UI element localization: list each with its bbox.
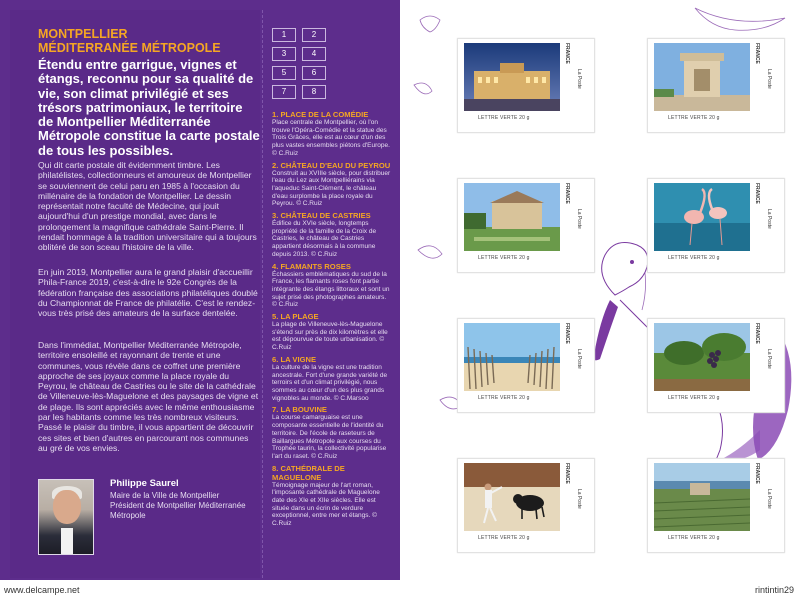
stamp-card-comedie — [457, 38, 595, 133]
stamp-value: LETTRE VERTE 20 g — [478, 535, 530, 541]
stamp-card-bouvine — [457, 458, 595, 553]
stamp-brand: La Poste — [576, 209, 582, 229]
stamp-sheet — [410, 0, 800, 580]
stamp-brand: La Poste — [766, 209, 772, 229]
grid-cell: 3 — [272, 47, 296, 61]
stamp-value: LETTRE VERTE 20 g — [478, 115, 530, 121]
photo-place-de-la-comedie — [464, 43, 560, 111]
stamp-card-vigne — [647, 318, 785, 413]
legend-title: 2. CHÂTEAU D'EAU DU PEYROU — [272, 160, 391, 170]
stamp-card-castries — [457, 178, 595, 273]
stamp-brand: La Poste — [576, 349, 582, 369]
legend-title: 3. CHÂTEAU DE CASTRIES — [272, 211, 371, 221]
stamp-card-flamants — [647, 178, 785, 273]
legend-item — [272, 262, 392, 310]
folder-title-line1: MONTPELLIER — [38, 27, 128, 41]
stamp-card-plage — [457, 318, 595, 413]
stamp-value: LETTRE VERTE 20 g — [478, 255, 530, 261]
photo-chateau-d-eau-du-peyrou — [654, 43, 750, 111]
stamp-value: LETTRE VERTE 20 g — [668, 115, 720, 121]
watermark-site: www.delcampe.net — [4, 585, 80, 595]
legend-desc: Témoignage majeur de l'art roman, l'imposante cathédrale de Maguelone date des XIe et XIIe siècles. Elle est située dans un écrin de verdure exceptionnel, entre mer et étangs. © C.Ruiz — [272, 481, 380, 528]
legend-item — [272, 355, 392, 403]
photo-la-bouvine — [464, 463, 560, 531]
stamp-legend — [272, 110, 392, 531]
grid-cell: 6 — [302, 66, 326, 80]
grid-cell: 1 — [272, 28, 296, 42]
legend-item — [272, 161, 392, 209]
stamp-brand: La Poste — [766, 489, 772, 509]
legend-title: 7. LA BOUVINE — [272, 405, 327, 415]
stamp-country: FRANCE — [564, 463, 570, 484]
photo-la-vigne — [654, 323, 750, 391]
stamp-country: FRANCE — [754, 323, 760, 344]
legend-title: 6. LA VIGNE — [272, 354, 317, 364]
grid-cell: 4 — [302, 47, 326, 61]
portrait-shirt — [61, 528, 73, 555]
stamp-value: LETTRE VERTE 20 g — [478, 395, 530, 401]
folder-paragraph-2: En juin 2019, Montpellier aura le grand plaisir d'accueillir Phila-France 2019, c'est-à-dire le 92e Congrès de la fédération française des associations philatéliques doublé du Championnat de France de philatélie. C'est le rendez-vous très prisé des amateurs de la surface dentelée. — [38, 267, 258, 319]
stamp-country: FRANCE — [564, 323, 570, 344]
signature-role: Maire de la Ville de Montpellier Président de Montpellier Méditerranée Métropole — [110, 491, 246, 520]
stamp-brand: La Poste — [766, 349, 772, 369]
stamp-country: FRANCE — [754, 183, 760, 204]
legend-title: 5. LA PLAGE — [272, 312, 319, 322]
legend-title: 8. CATHÉDRALE DE MAGUELONE — [272, 463, 345, 482]
photo-flamants-roses — [654, 183, 750, 251]
legend-desc: La course camarguaise est une composante essentielle de l'identité du territoire. De l'école de raseteurs de Baillargues Métropole aux courses du Trophée taurin, la collectivité popularise l'art du raset. © C.Ruiz — [272, 414, 387, 460]
legend-desc: La plage de Villeneuve-lès-Maguelone s'étend sur près de dix kilomètres et elle est dépourvue de toute urbanisation. © C.Ruiz — [272, 321, 388, 352]
grid-cell: 2 — [302, 28, 326, 42]
legend-item — [272, 405, 392, 460]
folder-title-line2: MÉDITERRANÉE MÉTROPOLE — [38, 41, 221, 55]
folder-paragraph-1: Qui dit carte postale dit évidemment timbre. Les philatélistes, collectionneurs et amoureux de Montpellier se souviennent de celui paru en 1985 à l'occasion du millénaire de la fondation de Montpellier. Le dessin représentait notre faculté de Médecine, qui jouit aujourd'hui d'un prestige mondial, avec dans le prolongement la magnifique cathédrale Saint-Pierre. Il rendait hommage à la tradition universitaire qui a toujours oblitéré de son sceau l'histoire de la ville. — [38, 160, 257, 253]
grid-cell: 7 — [272, 85, 296, 99]
legend-title: 1. PLACE DE LA COMÉDIE — [272, 110, 369, 119]
stamp-value: LETTRE VERTE 20 g — [668, 395, 720, 401]
grid-cell: 8 — [302, 85, 326, 99]
portrait-photo — [38, 479, 94, 555]
stamp-value: LETTRE VERTE 20 g — [668, 255, 720, 261]
stamp-country: FRANCE — [754, 43, 760, 64]
signature-name: Philippe Saurel — [110, 478, 179, 489]
photo-la-plage — [464, 323, 560, 391]
photo-cathedrale-de-maguelone — [654, 463, 750, 531]
legend-desc: La culture de la vigne est une tradition ancestrale. Fort d'une grande variété de terroirs et d'un climat privilégié, nous sommes au cœur d'un des plus grands vignobles au monde. © C.Marsoo — [272, 363, 388, 402]
stamp-brand: La Poste — [576, 69, 582, 89]
stamp-card-peyrou — [647, 38, 785, 133]
folder-title — [38, 27, 258, 55]
stamp-country: FRANCE — [754, 463, 760, 484]
stamp-country: FRANCE — [564, 43, 570, 64]
legend-desc: Place centrale de Montpellier, où l'on trouve l'Opéra-Comédie et la statue des Trois Grâces, elle est au cœur d'un des plus vastes ensembles piétons d'Europe. © C.Ruiz — [272, 119, 390, 157]
legend-item — [272, 211, 392, 259]
stamp-brand: La Poste — [766, 69, 772, 89]
legend-item — [272, 312, 392, 352]
photo-chateau-de-castries — [464, 183, 560, 251]
legend-title: 4. FLAMANTS ROSES — [272, 261, 351, 271]
watermark-user: rintintin29 — [754, 585, 794, 595]
stamp-brand: La Poste — [576, 489, 582, 509]
grid-cell: 5 — [272, 66, 296, 80]
legend-item — [272, 110, 392, 158]
legend-desc: Construit au XVIIIe siècle, pour distribuer l'eau du Lez aux Montpelliérains via l'aqueduc Saint-Clément, le château d'eau surplombe la place royale du Peyrou. © C.Ruiz — [272, 169, 391, 208]
legend-item — [272, 464, 392, 528]
stamp-country: FRANCE — [564, 183, 570, 204]
legend-desc: Édifice du XVIe siècle, longtemps propriété de la famille de la Croix de Castries, le château de Castries appartient désormais à la commune depuis 2013. © C.Ruiz — [272, 220, 377, 258]
portrait-face — [53, 490, 81, 524]
legend-desc: Échassiers emblématiques du sud de la France, les flamants roses font partie intégrante des étangs littoraux et sont un sujet prisé des photographes amateurs. © C.Ruiz — [272, 270, 390, 309]
stamp-value: LETTRE VERTE 20 g — [668, 535, 720, 541]
stamp-card-maguelone — [647, 458, 785, 553]
folder-lead: Étendu entre garrigue, vignes et étangs, reconnu pour sa qualité de vie, son climat privilégié et ses trésors patrimoniaux, le territoire de Montpellier Méditerranée Métropole constitue la carte postale de tous les possibles. — [38, 57, 260, 158]
folder-paragraph-3: Dans l'immédiat, Montpellier Méditerranée Métropole, territoire ensoleillé et rayonnant de trente et une communes, vous révèle dans ce coffret une première approche de ses joyaux comme la place royale du Peyrou, le château de Castries ou le site de la cathédrale de Villeneuve-lès-Maguelone et des paysages de vigne et de plage. Ils sont appréciés avec le même enthousiasme par les habitants comme les très nombreux visiteurs. Passé le plaisir du timbre, il vous appartient de découvrir ces sites et bien d'autres en parcourant nos communes au gré de vos envies. — [38, 340, 259, 453]
